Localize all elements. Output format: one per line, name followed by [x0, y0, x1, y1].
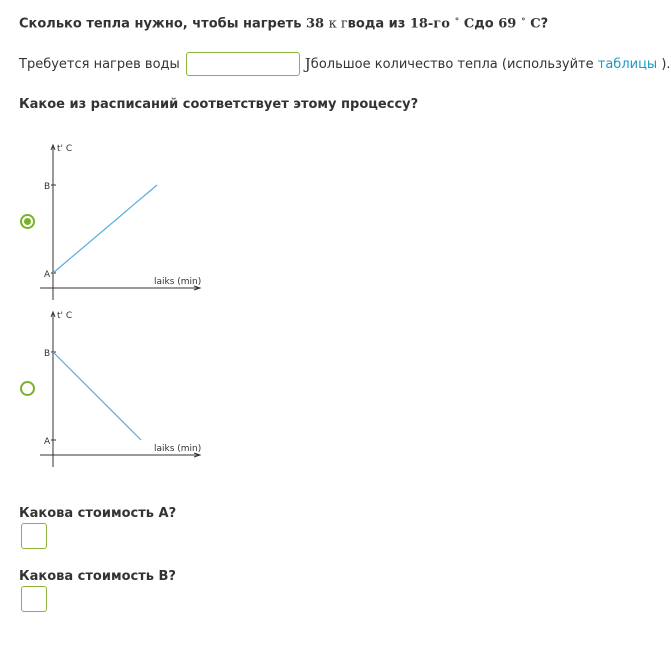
- value-a-label: Какова стоимость A?: [19, 506, 177, 521]
- a-label: A: [44, 270, 51, 280]
- schedule-question: Какое из расписаний соответствует этому процессу?: [19, 97, 419, 112]
- question-mark: ?: [540, 16, 549, 32]
- requirement-text-2: большое количество тепла (используйте: [310, 56, 594, 72]
- heat-answer-input[interactable]: [186, 52, 300, 76]
- x-axis-label: laiks (min): [154, 444, 202, 454]
- requirement-row: [19, 50, 671, 78]
- x-axis-label: laiks (min): [154, 277, 202, 287]
- temperature-line: [53, 185, 157, 273]
- celsius-2: C: [530, 16, 541, 32]
- value-a-input[interactable]: [21, 523, 47, 549]
- requirement-text: Требуется нагрев воды: [19, 56, 180, 72]
- question-text-2: вода из: [347, 16, 406, 32]
- option-2-graph: [30, 307, 205, 469]
- option-1-graph: [30, 140, 205, 302]
- question-text: Сколько тепла нужно, чтобы нагреть: [19, 16, 302, 32]
- y-axis-label: t' C: [57, 144, 73, 154]
- mass-value: 38: [305, 16, 325, 32]
- temperature-line: [53, 352, 141, 440]
- y-axis-label: t' C: [57, 311, 73, 321]
- b-label: B: [44, 349, 51, 359]
- requirement-end: ).: [661, 56, 671, 72]
- joule-unit: J: [304, 55, 311, 73]
- b-label: B: [44, 182, 51, 192]
- value-b-input[interactable]: [21, 586, 47, 612]
- a-label: A: [44, 437, 51, 447]
- value-b-label: Какова стоимость B?: [19, 569, 176, 584]
- question-title: [19, 14, 548, 31]
- degree-symbol-2: ∘: [520, 14, 526, 25]
- celsius-1: C: [463, 16, 475, 32]
- degree-symbol-1: ∘: [454, 14, 460, 25]
- temp-to: 69: [498, 16, 517, 32]
- question-text-3: до: [474, 16, 494, 32]
- mass-unit: к г: [328, 16, 348, 32]
- temp-from: 18-го: [409, 16, 450, 32]
- tables-link[interactable]: таблицы: [597, 56, 658, 72]
